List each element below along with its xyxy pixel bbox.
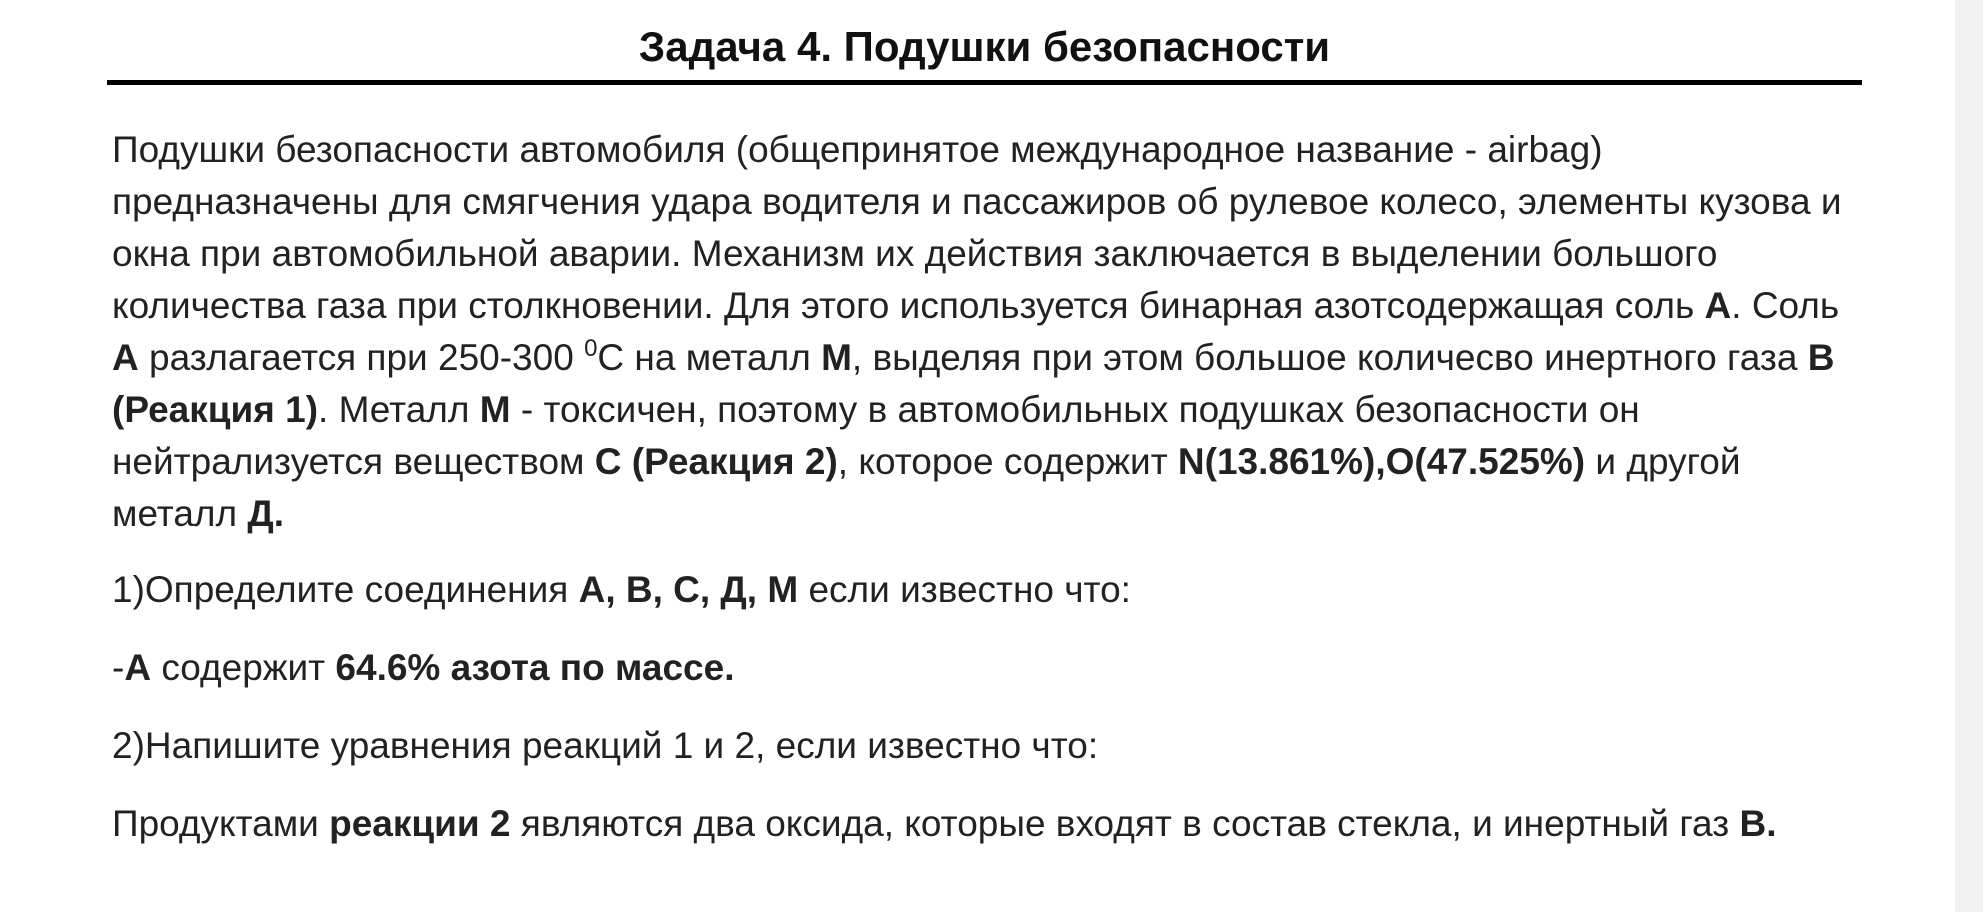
metal-d-label: Д. (247, 493, 284, 534)
composition-values: N(13.861%),O(47.525%) (1177, 441, 1586, 482)
intro-text: , выделяя при этом большое количесво инертного газа (851, 337, 1808, 378)
intro-text: и другой металл (112, 441, 1741, 534)
intro-text: . Металл (318, 389, 480, 430)
metal-m-label: M (479, 389, 511, 430)
condition-text: содержит (151, 647, 336, 688)
question-text: если известно что: (798, 569, 1131, 610)
salt-a-label: А (124, 647, 152, 688)
page-title: Задача 4. Подушки безопасности (638, 23, 1331, 70)
salt-a-label: А (112, 337, 139, 378)
title-divider (107, 80, 1862, 85)
intro-text: . Соль (1731, 285, 1840, 326)
substance-c-reaction-2: С (Реакция 2) (594, 441, 838, 482)
question-text: 1)Определите соединения (112, 569, 579, 610)
reaction-2-label: реакции 2 (329, 803, 511, 844)
intro-text: - токсичен, поэтому в автомобильных подушках безопасности он нейтрализуется веществом (112, 389, 1640, 482)
compounds-list: А, В, С, Д, M (578, 569, 799, 610)
intro-text: разлагается при 250-300 (138, 337, 585, 378)
gas-b-label: В. (1739, 803, 1777, 844)
degree-superscript: 0 (584, 335, 598, 362)
products-text: Продуктами (112, 803, 330, 844)
intro-text: , которое содержит (837, 441, 1178, 482)
condition-dash: - (112, 647, 125, 688)
products-paragraph (112, 798, 1872, 850)
condition-a (112, 642, 1872, 694)
gas-b-reaction-1: В (Реакция 1) (112, 337, 1835, 430)
scrollbar-track[interactable] (1955, 0, 1983, 912)
question-2: 2)Напишите уравнения реакций 1 и 2, если известно что: (112, 725, 1099, 766)
intro-text: Подушки безопасности автомобиля (общепринятое международное название - airbag) предназначены для смягчения удара водителя и пассажиров об рулевое колесо, элементы кузова и окна при автомобильной аварии. Механизм их действия заключается в выделении большого количества газа при столкновении. Для этого используется бинарная азотсодержащая соль (112, 129, 1842, 326)
salt-a-label: А (1704, 285, 1732, 326)
document-body (112, 124, 1872, 850)
products-text: являются два оксида, которые входят в состав стекла, и инертный газ (510, 803, 1740, 844)
intro-text: С на металл (597, 337, 822, 378)
question-1 (112, 564, 1872, 616)
metal-m-label: M (821, 337, 852, 378)
intro-paragraph (112, 124, 1872, 540)
nitrogen-mass-fraction: 64.6% азота по массе. (335, 647, 735, 688)
